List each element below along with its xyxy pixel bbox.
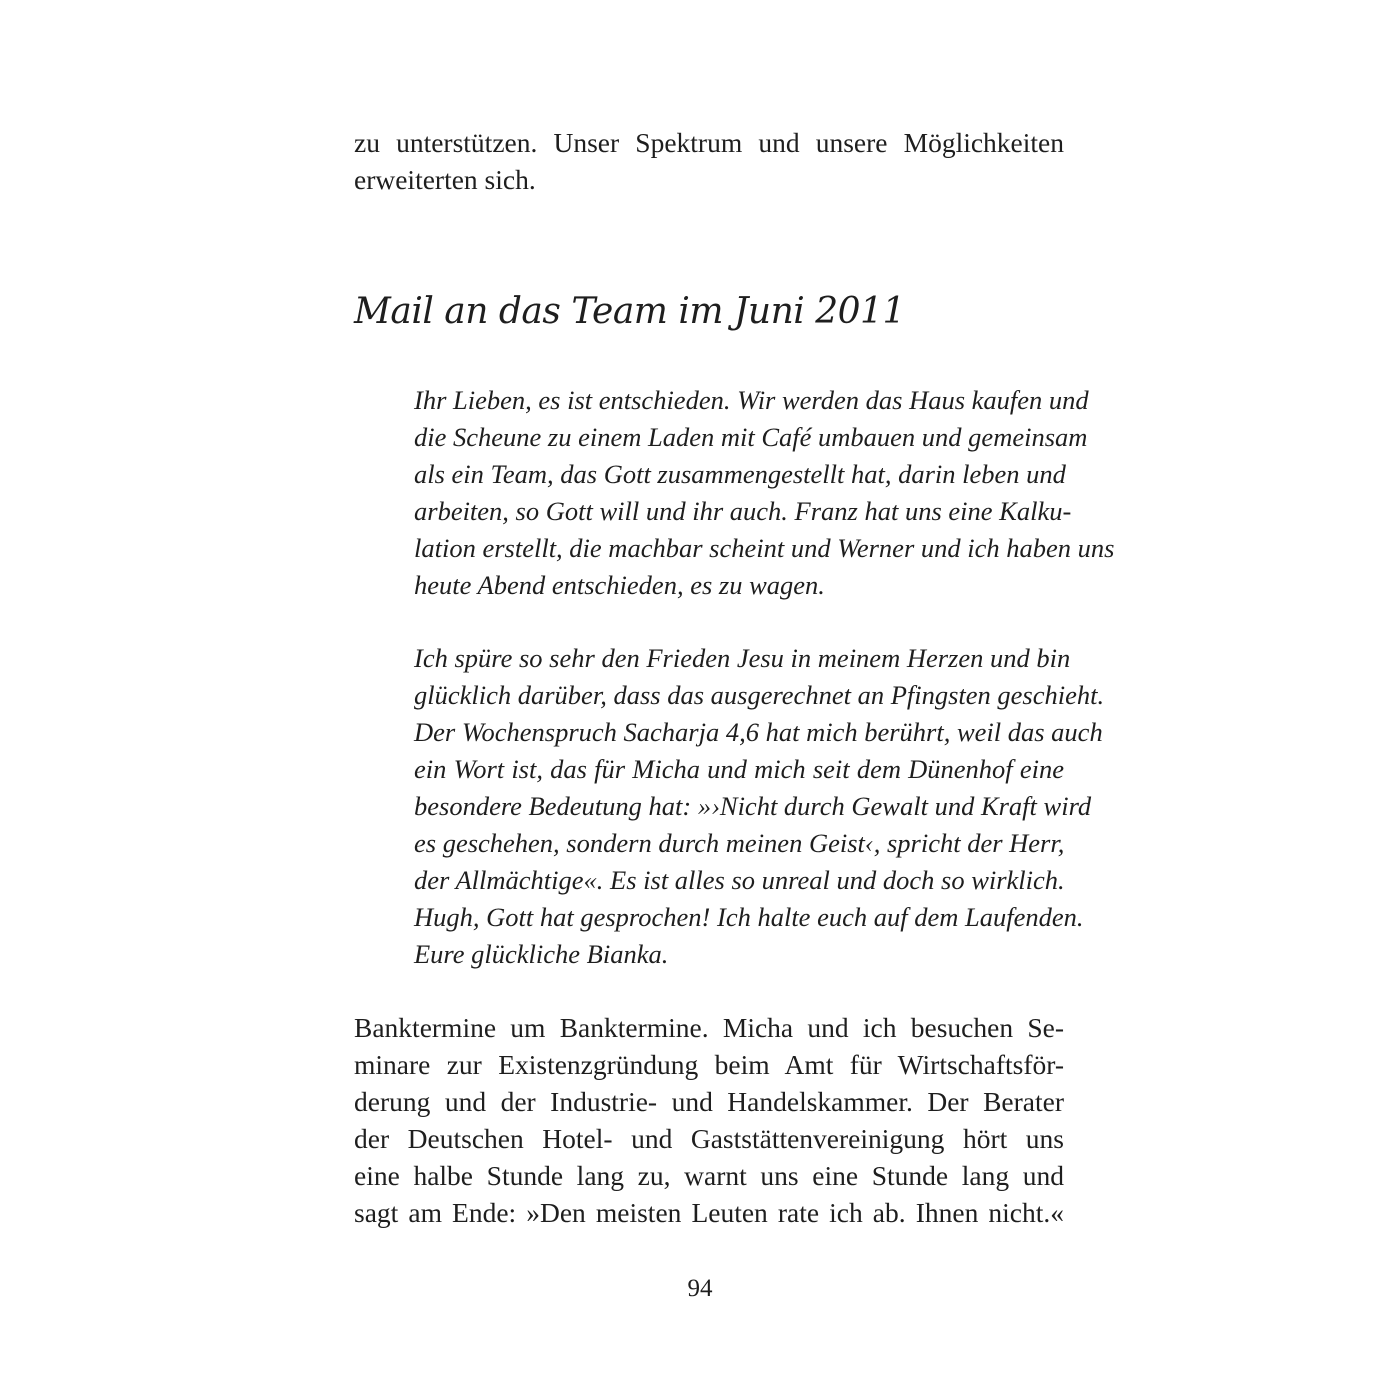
quote-line: der Allmächtige«. Es ist alles so unreal und doch so wirklich. <box>414 865 1065 895</box>
quote-line: die Scheune zu einem Laden mit Café umbauen und gemeinsam <box>414 422 1088 452</box>
closing-line: minare zur Existenzgründung beim Amt für Wirtschaftsför- <box>354 1049 1064 1080</box>
quote-line: Hugh, Gott hat gesprochen! Ich halte euch auf dem Laufenden. <box>414 902 1084 932</box>
quote-line: es geschehen, sondern durch meinen Geist‹, spricht der Herr, <box>414 828 1065 858</box>
quote-line: Eure glückliche Bianka. <box>414 939 669 969</box>
closing-line: eine halbe Stunde lang zu, warnt uns eine Stunde lang und <box>354 1160 1064 1191</box>
closing-line: Banktermine um Banktermine. Micha und ich besuchen Se- <box>354 1012 1064 1043</box>
quote-line: heute Abend entschieden, es zu wagen. <box>414 570 825 600</box>
page-number: 94 <box>687 1275 713 1302</box>
section-heading: Mail an das Team im Juni 2011 <box>354 291 905 332</box>
intro-line: zu unterstützen. Unser Spektrum und unsere Möglichkeiten <box>354 127 1064 158</box>
quote-line: besondere Bedeutung hat: »›Nicht durch Gewalt und Kraft wird <box>414 791 1092 821</box>
quote-line: ein Wort ist, das für Micha und mich seit dem Dünenhof eine <box>414 754 1064 784</box>
closing-line: sagt am Ende: »Den meisten Leuten rate ich ab. Ihnen nicht.« <box>354 1197 1064 1228</box>
closing-line: derung und der Industrie- und Handelskammer. Der Berater <box>354 1086 1064 1117</box>
quote-line: arbeiten, so Gott will und ihr auch. Franz hat uns eine Kalku- <box>414 496 1072 526</box>
quote-line: lation erstellt, die machbar scheint und Werner und ich haben uns <box>414 533 1115 563</box>
quote-line: Ich spüre so sehr den Frieden Jesu in meinem Herzen und bin <box>414 643 1071 673</box>
quote-line: Der Wochenspruch Sacharja 4,6 hat mich berührt, weil das auch <box>414 717 1103 747</box>
quote-line: glücklich darüber, dass das ausgerechnet an Pfingsten geschieht. <box>414 680 1105 710</box>
intro-line: erweiterten sich. <box>354 164 536 195</box>
quote-line: als ein Team, das Gott zusammengestellt hat, darin leben und <box>414 459 1066 489</box>
quote-line: Ihr Lieben, es ist entschieden. Wir werden das Haus kaufen und <box>414 385 1089 415</box>
closing-line: der Deutschen Hotel- und Gaststättenvereinigung hört uns <box>354 1123 1064 1154</box>
